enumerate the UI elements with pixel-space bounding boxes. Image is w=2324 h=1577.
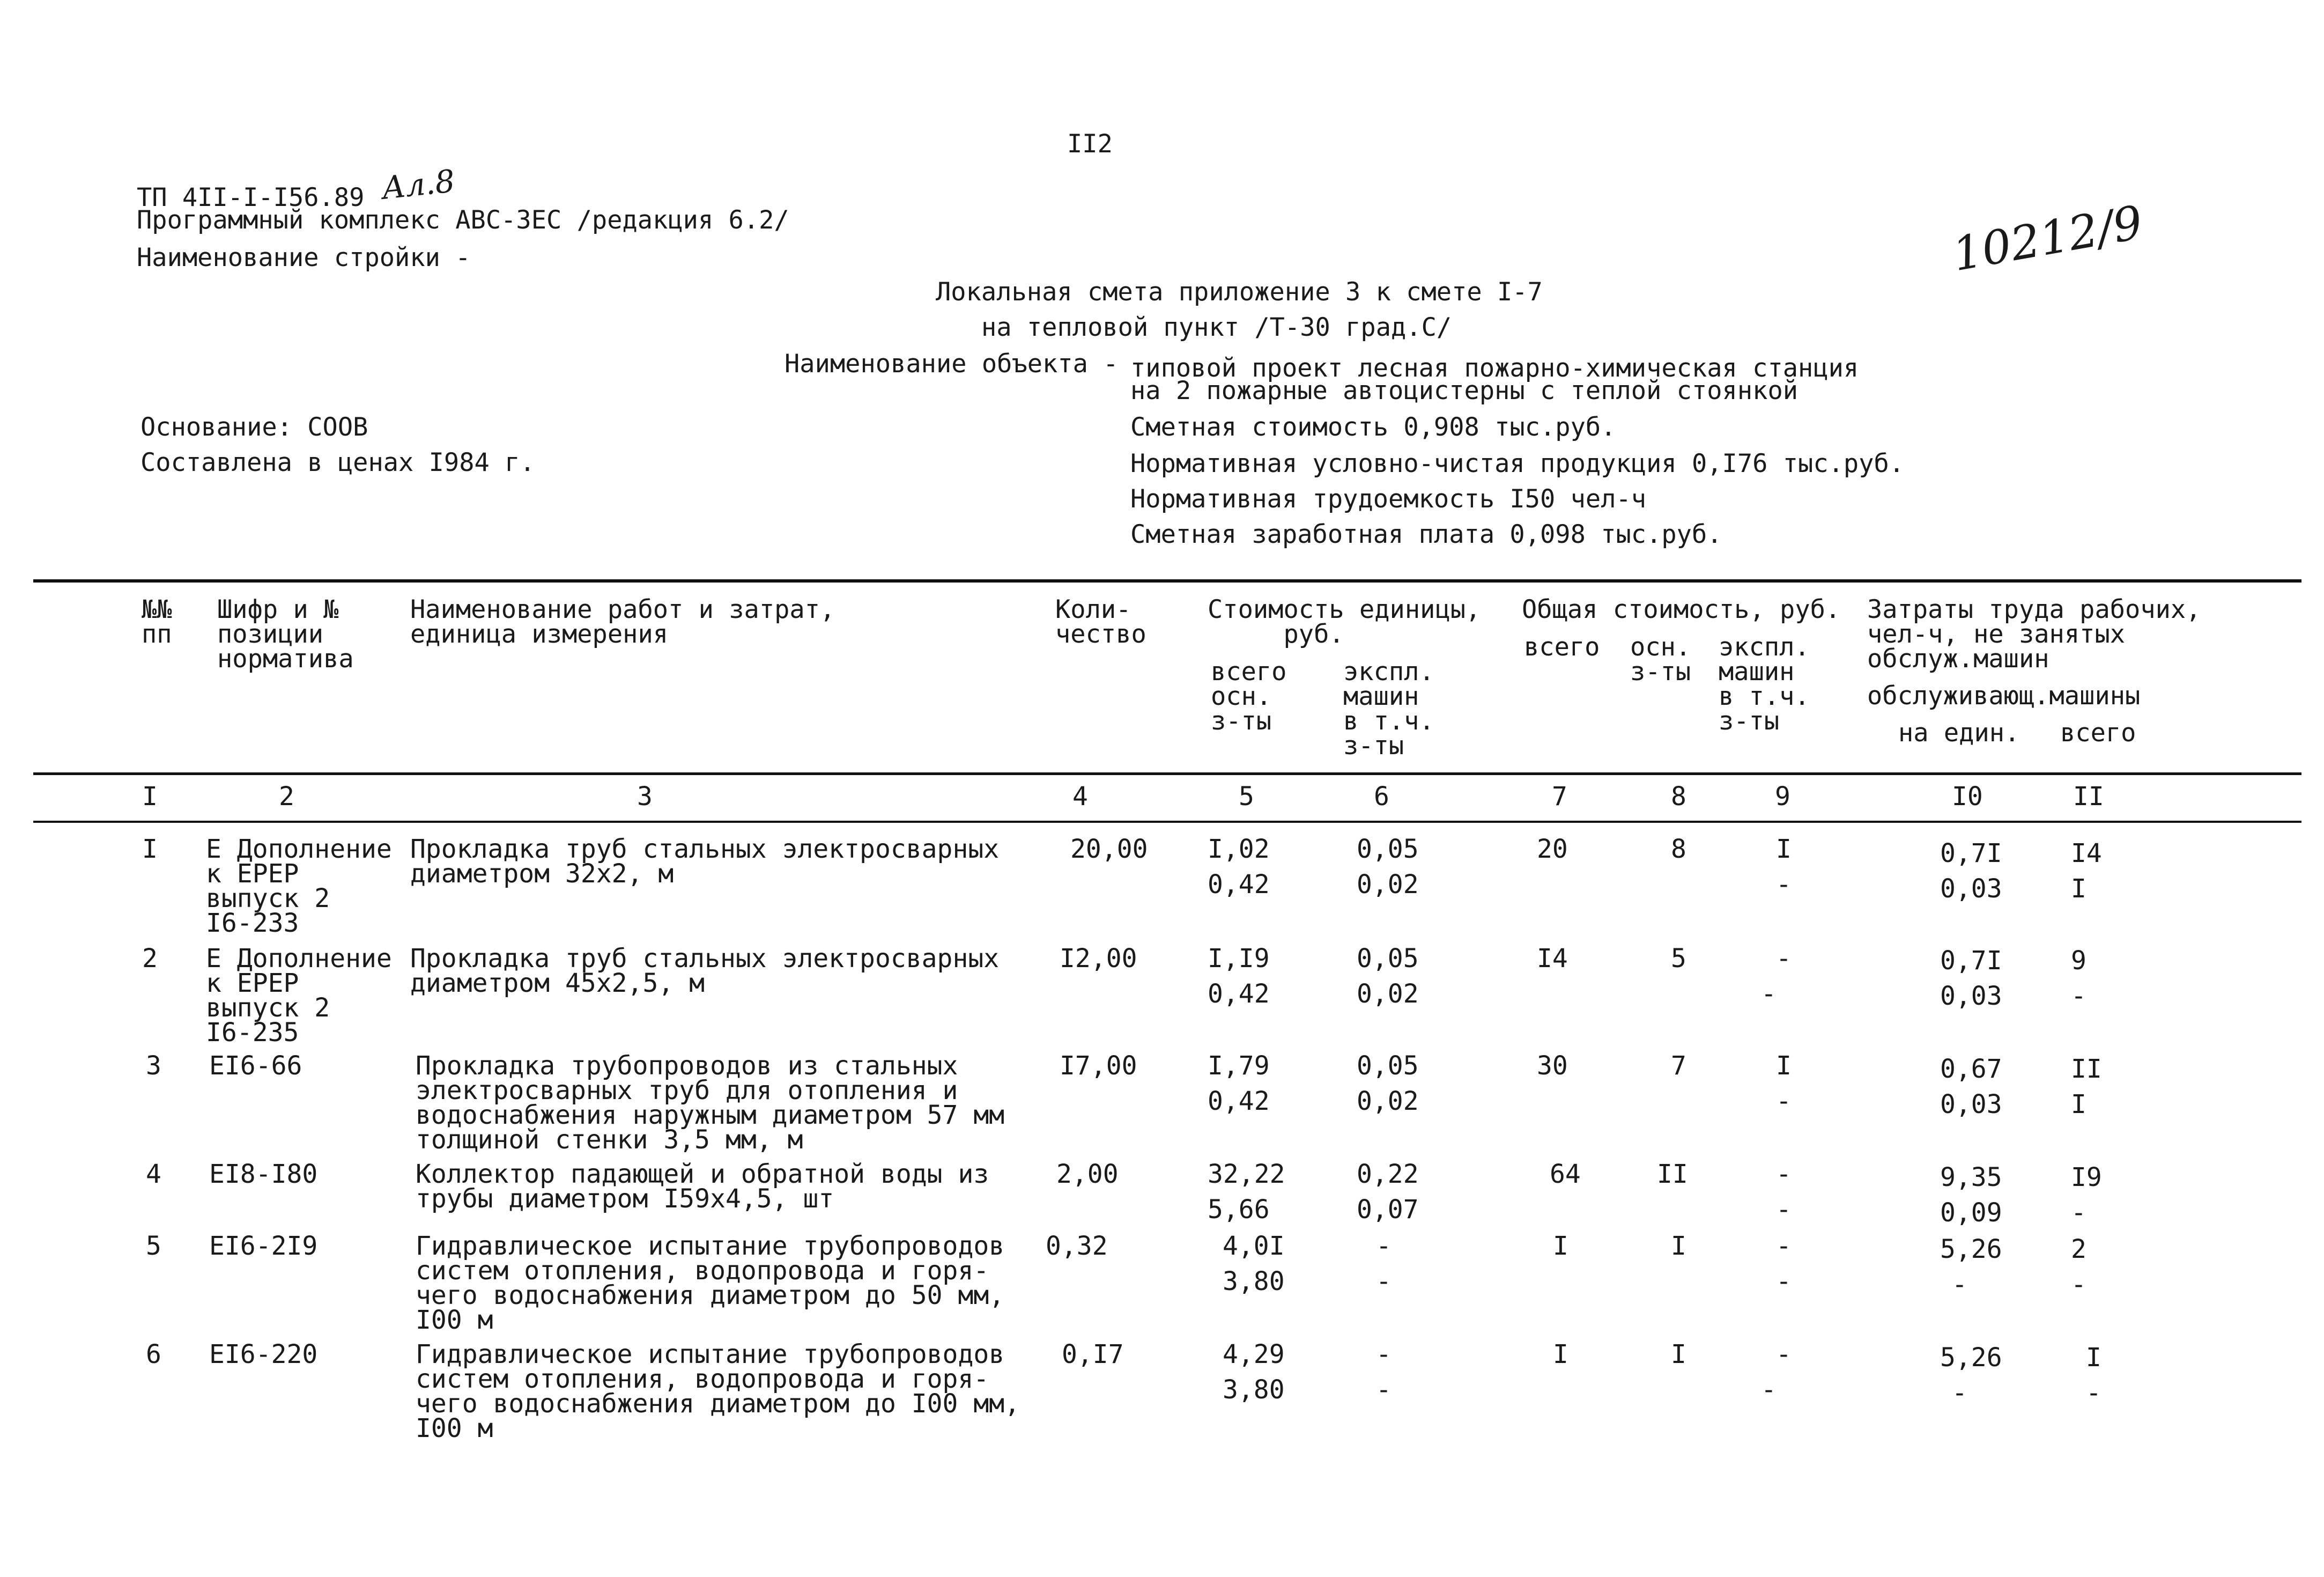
column-number: 4	[1072, 782, 1088, 812]
col-header-labor: Затраты труда рабочих, чел-ч, не занятых обслуж.машин	[1867, 595, 2201, 674]
row-number: 4	[146, 1159, 161, 1189]
row-labor-total-machines: -	[2071, 1270, 2086, 1300]
row-labor-per-unit: 0,7I	[1940, 946, 2002, 976]
row-total-machines: I	[1776, 1051, 1792, 1081]
row-unit-machines: 0,22	[1357, 1159, 1419, 1189]
row-unit-wages: 0,42	[1208, 869, 1270, 900]
row-labor-per-unit: 9,35	[1940, 1162, 2002, 1192]
row-work-name: Прокладка труб стальных электросварных диаметром 45х2,5, м	[410, 944, 1000, 998]
row-total-machines: -	[1776, 1159, 1792, 1189]
row-total-wages: II	[1657, 1159, 1688, 1189]
summary-estimated-cost: Сметная стоимость 0,908 тыс.руб.	[1130, 412, 1616, 442]
row-labor-per-unit: 0,7I	[1940, 838, 2002, 868]
row-total-machine-wages: -	[1776, 1195, 1792, 1225]
row-labor-total: 9	[2071, 946, 2086, 976]
column-number: 2	[279, 782, 294, 812]
col-header-code: Шифр и № позиции норматива	[217, 595, 354, 674]
row-unit-machine-wages: 0,02	[1357, 979, 1419, 1009]
col-header-per-unit: на един.	[1898, 718, 2020, 748]
row-work-name: Прокладка труб стальных электросварных диаметром 32х2, м	[410, 834, 1000, 889]
row-total: 30	[1537, 1051, 1568, 1081]
row-total-machine-wages: -	[1776, 1266, 1792, 1296]
col-header-quantity: Коли- чество	[1055, 595, 1146, 649]
col-header-unit-machines: экспл. машин в т.ч. з-ты	[1343, 657, 1434, 761]
row-unit-machines: 0,05	[1357, 1051, 1419, 1081]
page-number: II2	[1067, 129, 1113, 159]
row-unit-machines: -	[1376, 1231, 1392, 1261]
col-header-total-wages: осн. з-ты	[1630, 632, 1691, 687]
row-labor-total-machines: I	[2071, 874, 2086, 904]
construction-name: Наименование стройки -	[137, 243, 471, 272]
column-number: 3	[637, 782, 653, 812]
row-quantity: 20,00	[1070, 834, 1148, 864]
row-labor-total: I	[2086, 1343, 2101, 1373]
col-header-labor-total: всего	[2060, 718, 2136, 748]
object-label: Наименование объекта -	[784, 349, 1119, 379]
column-number: 5	[1239, 782, 1254, 812]
estimate-title: Локальная смета приложение 3 к смете I-7	[936, 277, 1543, 307]
row-unit-wages: 3,80	[1223, 1375, 1285, 1405]
row-total-machines: -	[1776, 1339, 1792, 1369]
row-total-wages: 8	[1671, 834, 1686, 864]
col-header-unit-cost: Стоимость единицы, руб.	[1208, 595, 1481, 649]
row-quantity: I7,00	[1060, 1051, 1137, 1081]
row-unit-total: 4,29	[1223, 1339, 1285, 1369]
price-level: Составлена в ценах I984 г.	[140, 448, 535, 477]
row-total-machine-wages: -	[1761, 979, 1777, 1009]
row-number: 3	[146, 1051, 161, 1081]
column-number: 8	[1671, 782, 1686, 812]
row-labor-total-machines: I	[2071, 1089, 2086, 1119]
row-total: 20	[1537, 834, 1568, 864]
table-header-rule	[33, 772, 2301, 775]
row-total-wages: 7	[1671, 1051, 1686, 1081]
row-unit-total: I,I9	[1208, 944, 1270, 974]
row-work-name: Гидравлическое испытание трубопроводов систем отопления, водопровода и горя- чего водоснабжения диаметром до I00 мм, I00 м	[416, 1339, 1020, 1443]
handwritten-number: 10212/9	[1949, 195, 2147, 282]
summary-net-output: Нормативная условно-чистая продукция 0,I76 тыс.руб.	[1130, 449, 1905, 478]
row-unit-machine-wages: -	[1376, 1375, 1392, 1405]
row-total-machines: -	[1776, 1231, 1792, 1261]
col-header-name: Наименование работ и затрат, единица измерения	[410, 595, 835, 649]
object-name-line2: на 2 пожарные автоцистерны с теплой стоянкой	[1130, 376, 1798, 406]
table-top-rule	[33, 579, 2301, 583]
row-total-machine-wages: -	[1761, 1375, 1777, 1405]
row-labor-per-unit: 0,67	[1940, 1054, 2002, 1084]
row-total-machine-wages: -	[1776, 1086, 1792, 1116]
row-labor-per-unit-machines: 0,03	[1940, 874, 2002, 904]
row-total-machines: -	[1776, 944, 1792, 974]
row-code: Е Дополнение к ЕРЕР выпуск 2 I6-235	[206, 944, 392, 1048]
row-labor-total: II	[2071, 1054, 2102, 1084]
row-labor-per-unit-machines: -	[1952, 1270, 1967, 1300]
column-number: 9	[1775, 782, 1790, 812]
row-unit-machines: -	[1376, 1339, 1392, 1369]
row-total-wages: I	[1671, 1231, 1686, 1261]
row-quantity: I2,00	[1060, 944, 1137, 974]
col-header-total: всего	[1524, 632, 1600, 662]
row-code: Е Дополнение к ЕРЕР выпуск 2 I6-233	[206, 834, 392, 938]
row-labor-total: 2	[2071, 1234, 2086, 1264]
row-labor-per-unit-machines: 0,09	[1940, 1198, 2002, 1228]
column-number: II	[2073, 782, 2104, 812]
handwritten-volume-mark: Ал.8	[380, 163, 457, 207]
row-labor-per-unit-machines: -	[1952, 1378, 1967, 1408]
row-total: 64	[1550, 1159, 1581, 1189]
column-number: I0	[1952, 782, 1983, 812]
row-unit-wages: 0,42	[1208, 979, 1270, 1009]
row-code: ЕI6-66	[209, 1051, 302, 1081]
row-quantity: 0,I7	[1062, 1339, 1124, 1369]
row-total-wages: I	[1671, 1339, 1686, 1369]
column-number: I	[142, 782, 158, 812]
row-labor-total-machines: -	[2086, 1378, 2101, 1408]
row-total: I4	[1537, 944, 1568, 974]
row-code: ЕI6-220	[209, 1339, 318, 1369]
estimate-subtitle: на тепловой пункт /Т-30 град.С/	[981, 313, 1452, 342]
col-header-total-cost: Общая стоимость, руб.	[1522, 595, 1841, 624]
row-unit-machine-wages: 0,02	[1357, 1086, 1419, 1116]
row-quantity: 0,32	[1046, 1231, 1108, 1261]
object-name-line1: типовой проект лесная пожарно-химическая станция	[1130, 353, 1859, 383]
summary-wages: Сметная заработная плата 0,098 тыс.руб.	[1130, 520, 1722, 549]
row-unit-total: 32,22	[1208, 1159, 1285, 1189]
row-work-name: Коллектор падающей и обратной воды из трубы диаметром I59х4,5, шт	[416, 1159, 989, 1214]
row-unit-machine-wages: -	[1376, 1266, 1392, 1296]
row-number: 5	[146, 1231, 161, 1261]
column-number: 6	[1374, 782, 1389, 812]
row-labor-per-unit: 5,26	[1940, 1343, 2002, 1373]
row-quantity: 2,00	[1056, 1159, 1119, 1189]
col-header-unit-total: всего осн. з-ты	[1211, 657, 1287, 736]
row-unit-machine-wages: 0,07	[1357, 1195, 1419, 1225]
row-labor-per-unit: 5,26	[1940, 1234, 2002, 1264]
row-unit-wages: 3,80	[1223, 1266, 1285, 1296]
row-labor-total: I9	[2071, 1162, 2102, 1192]
row-total-machine-wages: -	[1776, 869, 1792, 900]
row-labor-total-machines: -	[2071, 981, 2086, 1011]
row-labor-total-machines: -	[2071, 1198, 2086, 1228]
row-unit-machine-wages: 0,02	[1357, 869, 1419, 900]
basis: Основание: СООВ	[140, 412, 368, 442]
row-number: I	[142, 834, 158, 864]
row-unit-wages: 5,66	[1208, 1195, 1270, 1225]
row-number: 2	[142, 944, 158, 974]
summary-labor: Нормативная трудоемкость I50 чел-ч	[1130, 484, 1647, 514]
row-labor-per-unit-machines: 0,03	[1940, 981, 2002, 1011]
col-header-total-machines: экспл. машин в т.ч. з-ты	[1719, 632, 1810, 736]
col-header-labor-sub: обслуживающ.машины	[1867, 681, 2141, 711]
row-unit-total: 4,0I	[1223, 1231, 1285, 1261]
row-total-wages: 5	[1671, 944, 1686, 974]
row-unit-total: I,02	[1208, 834, 1270, 864]
row-unit-wages: 0,42	[1208, 1086, 1270, 1116]
table-numbers-rule	[33, 821, 2301, 823]
row-code: ЕI8-I80	[209, 1159, 318, 1189]
row-total: I	[1553, 1231, 1568, 1261]
row-unit-total: I,79	[1208, 1051, 1270, 1081]
document-code: ТП 4II-I-I56.89	[137, 183, 365, 212]
row-work-name: Гидравлическое испытание трубопроводов систем отопления, водопровода и горя- чего водоснабжения диаметром до 50 мм, I00 м	[416, 1231, 1005, 1335]
row-work-name: Прокладка трубопроводов из стальных электросварных труб для отопления и водоснабжения наружным диаметром 57 мм толщиной стенки 3,5 мм, м	[416, 1051, 1005, 1155]
row-total: I	[1553, 1339, 1568, 1369]
col-header-number: №№ пп	[142, 595, 172, 649]
column-number: 7	[1552, 782, 1567, 812]
row-code: ЕI6-2I9	[209, 1231, 318, 1261]
software-line: Программный комплекс АВС-3ЕС /редакция 6.2/	[137, 205, 789, 235]
row-unit-machines: 0,05	[1357, 834, 1419, 864]
row-total-machines: I	[1776, 834, 1792, 864]
row-unit-machines: 0,05	[1357, 944, 1419, 974]
row-labor-per-unit-machines: 0,03	[1940, 1089, 2002, 1119]
row-labor-total: I4	[2071, 838, 2102, 868]
row-number: 6	[146, 1339, 161, 1369]
